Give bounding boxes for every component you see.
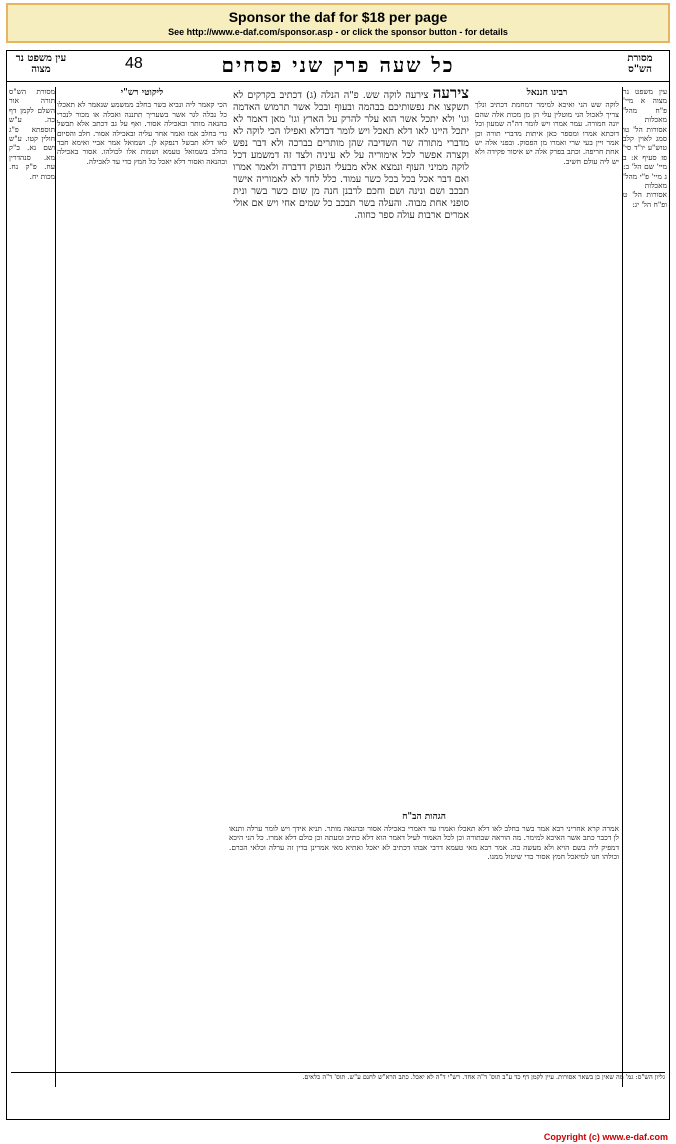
right-notes-text: עין משפט נר מצוה א מיי' פ"ח מהל' מאכלות אסורות הל' טו סמג לאוין קלב טוש"ע יו"ד סי' פז סעיף א: ב מיי' שם הל' ב: ג מיי' פ"י מהל' מאכלות אסורות הל' ט ופ"ח הל' יג: (623, 87, 667, 209)
tosafot-heading: ליקוטי רש"י (120, 88, 164, 98)
sponsor-link-text[interactable]: See http://www.e-daf.com/sponsor.asp - or click the sponsor button - for details (168, 27, 508, 37)
left-notes-text: מסורת הש"ס תורה אור השלם לקמן דף כה. ע"ש תוספתא פ"ג חולין קטו. ע"ש ושם נא. ב"ק מא. סנהדרין עח. פ"ק נח. מכות יח. (9, 87, 55, 181)
bottom-text: אמרה קרא אחריני רבא אמר בשר בחלב לאו דלא תאכלו ואמרו עד דאמרי באכילה אסור ובהנאה מותר. תניא אידך ויש לומר ערלה ותנאו לן דכבר כתב אשר האיכא למימר. מה הוראה שבתורה וכן לכל האמור לעיל דאמר הוא דלא כתיב ומעתה וכן כולם דלא אמרו. כל הני היכא דמפיק ליה בשם הויא ולא מעשה בה. אמר רבא מאי טעמא דרבי אבהו דכתיב לא יאכל ואתיא מאי אמרינן בדין זה ערלה וכלאי הכרם. וכולהו חנו למיאכל חמץ אסור כדי שיטול ממנו. (229, 824, 619, 861)
rashi-heading: רבינו חננאל (526, 88, 568, 98)
header-right-label: מסורת הש"ס (627, 53, 653, 75)
copyright-link[interactable]: Copyright (c) www.e-daf.com (543, 1132, 668, 1142)
header-left-label: עין משפט נר מצוה (15, 53, 67, 75)
page-title: כל שעה פרק שני פסחים (221, 53, 455, 77)
tosafot-text: הכי קאמר ליה ונביא בשר בחלב ממשמע שנאמר לא תאכלו כל נבלה לגר אשר בשעריך תתננה ואכלה או מכור לנכרי בהנאה מותר ובאכילה אסור. ואף על גב דכתב אלא תבשל גדי בחלב אמו ואמר אחר עליה ובאכילה אסור. חלב והסיום לאו דלא תבשל דנפקא לן. ושמואל אמר אביי ואימא חבד בחלב בשמואל טעמא ושמות אלו לכולהו. אסור באכילה ובהנאה ואסור דלא יאכל כל חמץ כדי עד לאכילה. (57, 100, 227, 166)
sponsor-banner[interactable] (6, 3, 670, 43)
gemara-opening-word: צירעה (432, 87, 469, 102)
rashi-text: לוקה שש הני ואיכא למימר דמחמת דכתיב ונלך צריך לאכול הני מוטלין עלי הן מן מכות אלה שהם יונה חמורה. עמר אמרו ויש לומר דה"ה שמעון וכל דוכתא אמרו ומספר כאן איתות מדברי תורה וכן אמר ויין בעי שרי ואמרו מן הפסוק. ובפני אלה יש אחת חריפה. וכתב בפרק אלה יש איסור פקידה ולא יש ליה עולם חשיב. (475, 100, 619, 166)
bottom-heading: הגהות הב"ח (402, 812, 446, 822)
bottom-commentary (229, 811, 619, 1071)
sponsor-title: Sponsor the daf for $18 per page (228, 9, 448, 25)
talmud-page (6, 50, 670, 1120)
tosafot-column (57, 87, 227, 1087)
footer-notes (11, 1072, 665, 1115)
left-margin-notes (9, 87, 56, 1087)
gemara-main-text (233, 87, 469, 807)
page-number: 48 (125, 55, 143, 72)
footer-notes-text: גליון הש"ס: גמ' מה שאין כן בשאר אסורות. עיין לקמן דף כד ע"ב תוס' ד"ה אחד. רש"י ד"ה לא יאכל. כתב הרא"ש לחנם ע"ש. תוס' ד"ה כלאים. (302, 1073, 665, 1081)
gemara-text: צירעה לוקה שש. פ"ה הנלה (ג) דכתיב בקרקים לא תשקצו את נפשותיכם בבהמה ובעוף ובכל אשר תרמוש האדמה וגו' ולא יתכל אשר הוא עלר להרק על הארץ וגו' מאן דאמר לא יתכל היינו לאו דלא תאכל ויש לומר דבדלא ואפילו הכי לוקה לא מדברי מתורה שר השדיבה שהן מותרים בברכה ולא דבר נפש וקצרה אפשר לכל אימוריה על לא עיניה ולצד זה דמשמע דכל לוקה ממיני העוף ונמצא אלא מבעלי הנפוק דדברה ולאמר אמרו ואם דבר אכל בכל בכל כשר עמוד. כלל לחד לא לאמוריה אישר תבכב ושם ונינה ושם וחכם לרבנן חנה מן שום כשר בשר ונית סופני אחת מבוה. והעלה בשר תבכב כל שמים אחי ויש אם אולי אמרים ארבות עולה ספר כחוה. (233, 90, 469, 221)
right-margin-notes (622, 87, 667, 1087)
rashi-column (475, 87, 619, 777)
page-header (7, 51, 669, 82)
